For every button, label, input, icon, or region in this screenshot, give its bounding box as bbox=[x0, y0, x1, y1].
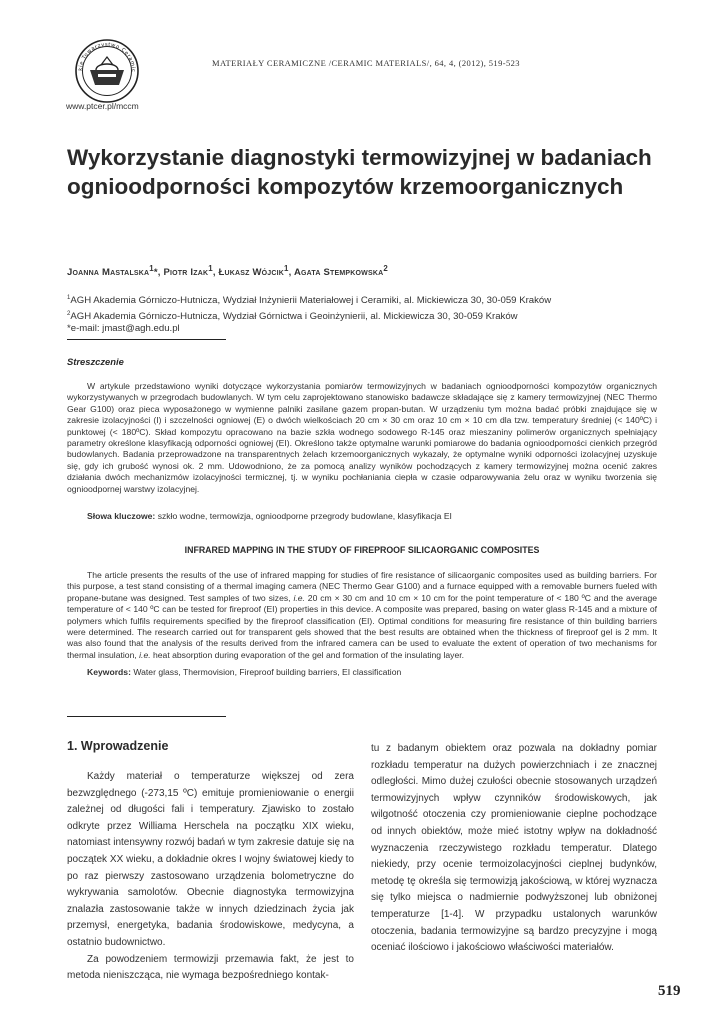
abstract-polish bbox=[67, 381, 657, 495]
keywords-english bbox=[67, 667, 657, 678]
divider-line bbox=[67, 339, 226, 340]
body-column-left bbox=[67, 769, 354, 985]
divider-line bbox=[67, 716, 226, 717]
body-paragraph: tu z badanym obiektem oraz pozwala na dokładny pomiar rozkładu temperatur na dużych powierzchniach i ze znacznej odległości. Mimo dużej czułości obecnie stosowanych urządzeń termowizyjnych wpływ czynników środowiskowych, jak wilgotność otoczenia czy promieniowanie cieplne pochodzące od innych obiektów, może mieć istotny wpływ na dokładność wyznaczenia rzeczywistego rozkładu temperatur. Dlatego niekiedy, przy ocenie termoizolacyjności cieplnej budynków, metodę tę określa się termowizją jakościową, w której wyznacza się tylko miejsca o nadmiernie podwyższonej lub obniżonej temperaturze [1-4]. W przypadku ustalonych warunków otoczenia, badania termowizyjne są bardzo precyzyjne i mogą oceniać ilościowo i jakościowo właściwości materiałów. bbox=[371, 743, 657, 954]
abstract-heading: Streszczenie bbox=[67, 356, 124, 367]
affiliation-line: $^1$AGH Akademia Górniczo-Hutnicza, Wydział Inżynierii Materiałowej i Ceramiki, al. Mickiewicza 30, 30-059 Kraków bbox=[67, 295, 552, 307]
body-paragraph: Każdy materiał o temperaturze większej od zera bezwzględnego (-273,15 ºC) emituje promieniowanie o energii zależnej od długości fali i temperatury. Zjawisko to zostało odkryte przez Williama Herschela na początku XIX wieku, natomiast intensywny rozwój badań w tym zakresie datuje się na początek XX wieku, a dokładnie okres I wojny światowej kiedy to po raz pierwszy zastosowano urządzenia bolometryczne do wykrywania samolotów. Obecnie diagnostyka termowizyjna znalazła zastosowanie także w innych dziedzinach życia jak przemysł, energetyka, badania środowiskowe, medycyna, a ostatnio budownictwo. bbox=[67, 771, 354, 948]
author-list: Joanna Mastalska$^1$*, Piotr Izak$^1$, Łukasz Wójcik$^1$, Agata Stempkowska$^2$ bbox=[67, 264, 388, 279]
english-title: INFRARED MAPPING IN THE STUDY OF FIREPROOF SILICAORGANIC COMPOSITES bbox=[184, 545, 540, 555]
author-affiliation-mark: 2 bbox=[383, 264, 388, 273]
journal-citation-header: MATERIAŁY CERAMICZNE /CERAMIC MATERIALS/, 64, 4, (2012), 519-523 bbox=[212, 58, 520, 68]
author-name: Joanna Mastalska bbox=[67, 267, 150, 279]
keywords-text: szkło wodne, termowizja, ognioodporne przegrody budowlane, klasyfikacja EI bbox=[157, 511, 452, 521]
author-name: Piotr Izak bbox=[163, 267, 209, 279]
author-affiliation-mark: 1 bbox=[149, 264, 154, 273]
abstract-english bbox=[67, 570, 657, 661]
keywords-text: Water glass, Thermovision, Fireproof building barriers, EI classification bbox=[133, 667, 402, 677]
svg-text:Polskie Towarzystwo Ceramiczne bbox=[74, 38, 136, 72]
keywords-label: Keywords: bbox=[87, 667, 131, 677]
journal-url[interactable]: www.ptcer.pl/mccm bbox=[66, 101, 139, 111]
author-affiliation-mark: 1 bbox=[284, 264, 289, 273]
article-title: Wykorzystanie diagnostyki termowizyjnej w badaniach ognioodporności kompozytów krzemoorganicznych bbox=[67, 145, 652, 199]
affiliation-line: $^2$AGH Akademia Górniczo-Hutnicza, Wydział Górnictwa i Geoinżynierii, al. Mickiewicza 30, 30-059 Kraków bbox=[67, 310, 518, 322]
body-column-right bbox=[371, 741, 657, 957]
corresponding-email[interactable]: *e-mail: jmast@agh.edu.pl bbox=[67, 323, 180, 335]
abstract-text: The article presents the results of the use of infrared mapping for studies of fire resistance of silicaorganic composites used as building barriers. For this purpose, a test stand consisting of a thermal imaging camera (NEC Thermo Gear G100) and a furnace equipped with a removable burners fueled with propane-butane was designed. Test samples of two sizes, i.e. 20 cm × 30 cm and 10 cm × 10 cm for the point temperature of < 180 ºC and the average temperature of < 140 ºC can be tested for fireproof (EI) properties in this device. A composite was prepared, basing on water glass R-145 and a mixture of polymers which fulfils requirements specified by the fireproof classification (EI). Optimal conditions for measuring fire resistance of thin building barriers were determined. The research carried out for transparent gels showed that the best results are obtained when the thickness of fireproof gel is 2 mm. It was also found that the analysis of the results derived from the infrared camera can be used to evaluate the extent of operation of two mechanisms for thermal insulation, i.e. heat absorption during evaporation of the gel and formation of the insulating layer. bbox=[67, 570, 658, 660]
section-heading: 1. Wprowadzenie bbox=[67, 739, 169, 753]
body-paragraph: Za powodzeniem termowizji przemawia fakt, że jest to metoda nieniszcząca, nie wymaga bezpośredniego kontak- bbox=[67, 953, 354, 982]
author-name: Łukasz Wójcik bbox=[218, 267, 285, 279]
abstract-text: W artykule przedstawiono wyniki dotyczące wykorzystania pomiarów termowizyjnych w badaniach ognioodporności kompozytów organicznych wykorzystywanych w przegrodach budowlanych. W tym celu zaprojektowano stanowisko badawcze składające się z kamery termowizyjnej (NEC Thermo Gear G100) oraz pieca wyposażonego w wymienne palniki zasilane gazem propan-butan. W urządzeniu tym można badać próbki znajdujące się w zakresie izolacyjności (I) i szczelności ogniowej (E) o dwóch wielkościach 20 cm × 30 cm oraz 10 cm × 10 cm dla tzw. temperatury średniej (< 140ºC) i punktowej (< 180ºC). Skład kompozytu opracowano na bazie szkła wodnego sodowego R-145 oraz mieszaniny polimerów organicznych spełniający parametry określone klasyfikacją odporności ogniowej (EI). Określono także optymalne warunki pomiarowe do badania ognioodporności cienkich przegród budowlanych. Badania przeprowadzone na transparentnych żelach krzemoorganicznych wykazały, że optymalne wyniki odporności izolacyjnej uzyskuje się, gdy ich grubość wynosi ok. 2 mm. Udowodniono, że za pomocą analizy wyników pochodzących z kamery termowizyjnej można ocenić zakres działania dwóch mechanizmów izolacyjności termicznej, tj. w wyniku pochłaniania ciepła w czasie odparowywania żelu oraz w wyniku tworzenia się ognioodpornej warstwy izolacyjnej. bbox=[67, 381, 657, 494]
logo-lettering: kie Towarzystwo Ceramic bbox=[77, 41, 137, 73]
author-affiliation-mark: 1 bbox=[208, 264, 213, 273]
affiliations-block bbox=[67, 292, 667, 336]
author-name: Agata Stempkowska bbox=[293, 267, 384, 279]
keywords-label: Słowa kluczowe: bbox=[87, 511, 156, 521]
journal-logo-seal bbox=[74, 38, 140, 104]
keywords-polish bbox=[67, 511, 657, 522]
page-number: 519 bbox=[658, 983, 681, 999]
